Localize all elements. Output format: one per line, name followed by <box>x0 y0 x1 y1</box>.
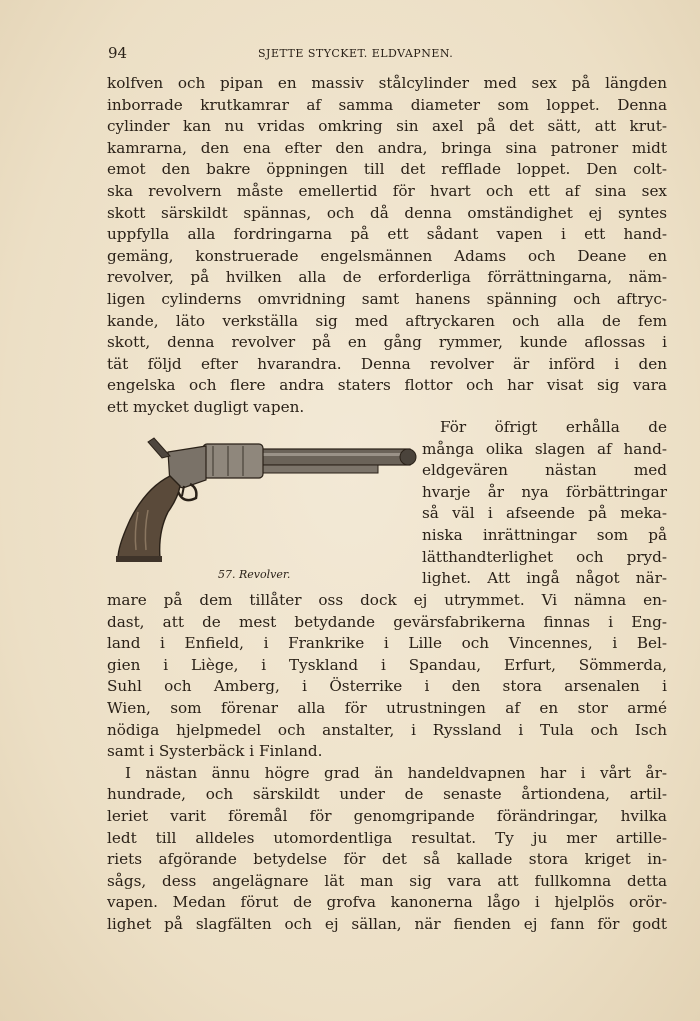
figure-caption: 57. Revolver. <box>218 568 291 581</box>
text-line: lätthandterlighet och pryd- <box>422 547 667 566</box>
text-line: gemäng, konstruerade engelsmännen Adams och Deane en <box>107 246 667 265</box>
text-line: För öfrigt erhålla de <box>440 418 667 436</box>
text-line: hundrade, och särskildt under de senaste årtiondena, artil- <box>107 785 667 804</box>
text-line: inborrade krutkamrar af samma diameter som loppet. Denna <box>107 95 667 114</box>
text-line: ligen cylinderns omvridning samt hanens spänning och aftryc- <box>107 289 667 308</box>
text-line: ska revolvern måste emellertid för hvart och ett af sina sex <box>107 181 667 200</box>
paragraph-block-3 <box>107 590 667 936</box>
text-line: Suhl och Amberg, i Österrike i den stora arsenalen i <box>107 677 667 696</box>
text-line: tät följd efter hvarandra. Denna revolver är införd i den <box>107 354 667 373</box>
revolver-icon <box>108 432 418 567</box>
text-line: emot den bakre öppningen till det refflade loppet. Den colt- <box>107 160 667 179</box>
text-line: mare på dem tillåter oss dock ej utrymmet. Vi nämna en- <box>107 591 667 609</box>
paragraph-block-2 <box>422 417 667 590</box>
text-line: samt i Systerbäck i Finland. <box>107 742 323 761</box>
text-line: riets afgörande betydelse för det så kallade stora kriget in- <box>107 850 667 869</box>
text-line: cylinder kan nu vridas omkring sin axel på det sätt, att krut- <box>107 117 667 136</box>
text-line: ledt till alldeles utomordentliga resultat. Ty ju mer artille- <box>107 828 667 847</box>
text-line: Wien, som förenar alla för utrustningen af en stor armé <box>107 698 667 717</box>
text-line: kolfven och pipan en massiv stålcylinder med sex på längden <box>107 74 667 92</box>
text-line: lighet på slagfälten och ej sällan, när fienden ej fann för godt <box>107 914 667 933</box>
text-line: leriet varit föremål för genomgripande förändringar, hvilka <box>107 806 667 825</box>
text-line: revolver, på hvilken alla de erforderliga förrättningarna, näm- <box>107 268 667 287</box>
revolver-illustration <box>108 432 418 582</box>
text-line: engelska och flere andra staters flottor och har visat sig vara <box>107 376 667 395</box>
text-line: kamrarna, den ena efter den andra, bringa sina patroner midt <box>107 138 667 157</box>
text-line: nödiga hjelpmedel och anstalter, i Ryssland i Tula och Isch <box>107 720 667 739</box>
text-line: eldgevären nästan med <box>422 461 667 480</box>
text-line: land i Enfield, i Frankrike i Lille och Vincennes, i Bel- <box>107 634 667 653</box>
running-head: SJETTE STYCKET. ELDVAPNEN. <box>258 47 454 60</box>
text-line: I nästan ännu högre grad än handeldvapnen har i vårt år- <box>125 763 667 782</box>
text-line: många olika slagen af hand- <box>422 439 667 458</box>
text-line: niska inrättningar som på <box>422 525 667 544</box>
text-line: så väl i afseende på meka- <box>422 504 667 523</box>
text-line: sågs, dess angelägnare lät man sig vara att fullkomna detta <box>107 871 667 890</box>
text-line: hvarje år nya förbättringar <box>422 482 667 501</box>
text-line: vapen. Medan förut de grofva kanonerna lågo i hjelplös orör- <box>107 893 667 912</box>
text-line: lighet. Att ingå något när- <box>422 569 667 588</box>
page-header <box>108 44 668 68</box>
paragraph-block-1 <box>107 73 667 419</box>
text-line: dast, att de mest betydande gevärsfabrikerna finnas i Eng- <box>107 612 667 631</box>
text-line: ett mycket dugligt vapen. <box>107 397 305 416</box>
text-line: kande, läto verkställa sig med aftryckaren och alla de fem <box>107 311 667 330</box>
page-number: 94 <box>108 44 128 62</box>
text-line: skott särskildt spännas, och då denna omständighet ej syntes <box>107 203 667 222</box>
text-line: skott, denna revolver på en gång rymmer, kunde aflossas i <box>107 333 667 352</box>
text-line: uppfylla alla fordringarna på ett sådant vapen i ett hand- <box>107 225 667 244</box>
text-line: gien i Liège, i Tyskland i Spandau, Erfurt, Sömmerda, <box>107 655 667 674</box>
